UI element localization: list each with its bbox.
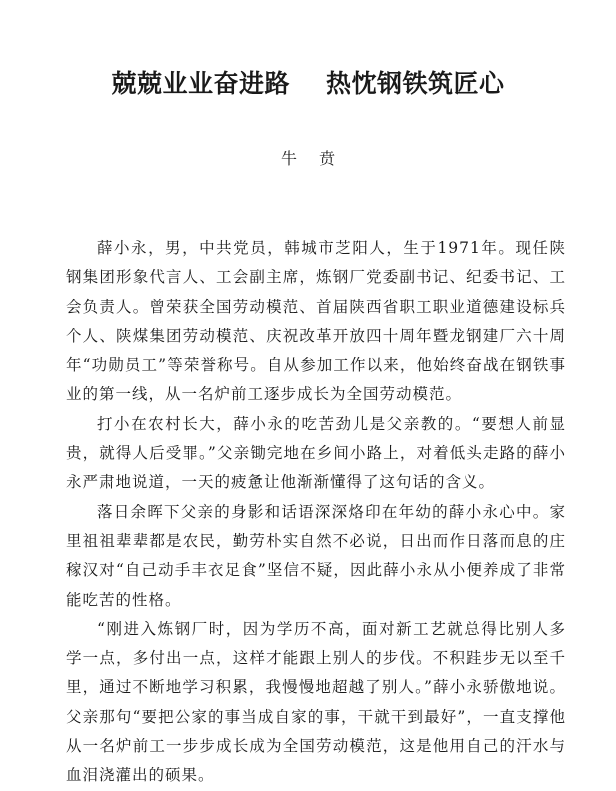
body-paragraph: “刚进入炼钢厂时，因为学历不高，面对新工艺就总得比别人多学一点，多付出一点，这样才能跟上别人的步伐。不积跬步无以至千里，通过不断地学习积累，我慢慢地超越了别人。”薛小永骄傲地说。父亲那句“要把公家的事当成自家的事，干就干到最好”，一直支撑他从一名炉前工一步步成长成为全国劳动模范，这是他用自己的汗水与血泪浇灌出的硕果。 (66, 619, 566, 785)
author-name-first: 牛 (280, 149, 297, 168)
article-body (66, 234, 566, 791)
author-byline (0, 146, 616, 169)
author-name-second: 贲 (319, 149, 336, 168)
body-paragraph: 打小在农村长大，薛小永的吃苦劲儿是父亲教的。“要想人前显贵，就得人后受罪。”父亲锄完地在乡间小路上，对着低头走路的薛小永严肃地说道，一天的疲惫让他渐渐懂得了这句话的含义。 (66, 414, 566, 492)
body-paragraph: 薛小永，男，中共党员，韩城市芝阳人，生于1971年。现任陕钢集团形象代言人、工会副主席，炼钢厂党委副书记、纪委书记、工会负责人。曾荣获全国劳动模范、首届陕西省职工职业道德建设标兵个人、陕煤集团劳动模范、庆祝改革开放四十周年暨龙钢建厂六十周年“功勋员工”等荣誉称号。自从参加工作以来，他始终奋战在钢铁事业的第一线，从一名炉前工逐步成长为全国劳动模范。 (66, 239, 566, 404)
title-right-part: 热忱钢铁筑匠心 (326, 69, 505, 98)
title-left-part: 兢兢业业奋进路 (111, 69, 290, 98)
article-title (0, 64, 616, 100)
body-paragraph: 落日余晖下父亲的身影和话语深深烙印在年幼的薛小永心中。家里祖祖辈辈都是农民，勤劳朴实自然不必说，日出而作日落而息的庄稼汉对“自己动手丰衣足食”坚信不疑，因此薛小永从小便养成了非常能吃苦的性格。 (66, 502, 566, 609)
